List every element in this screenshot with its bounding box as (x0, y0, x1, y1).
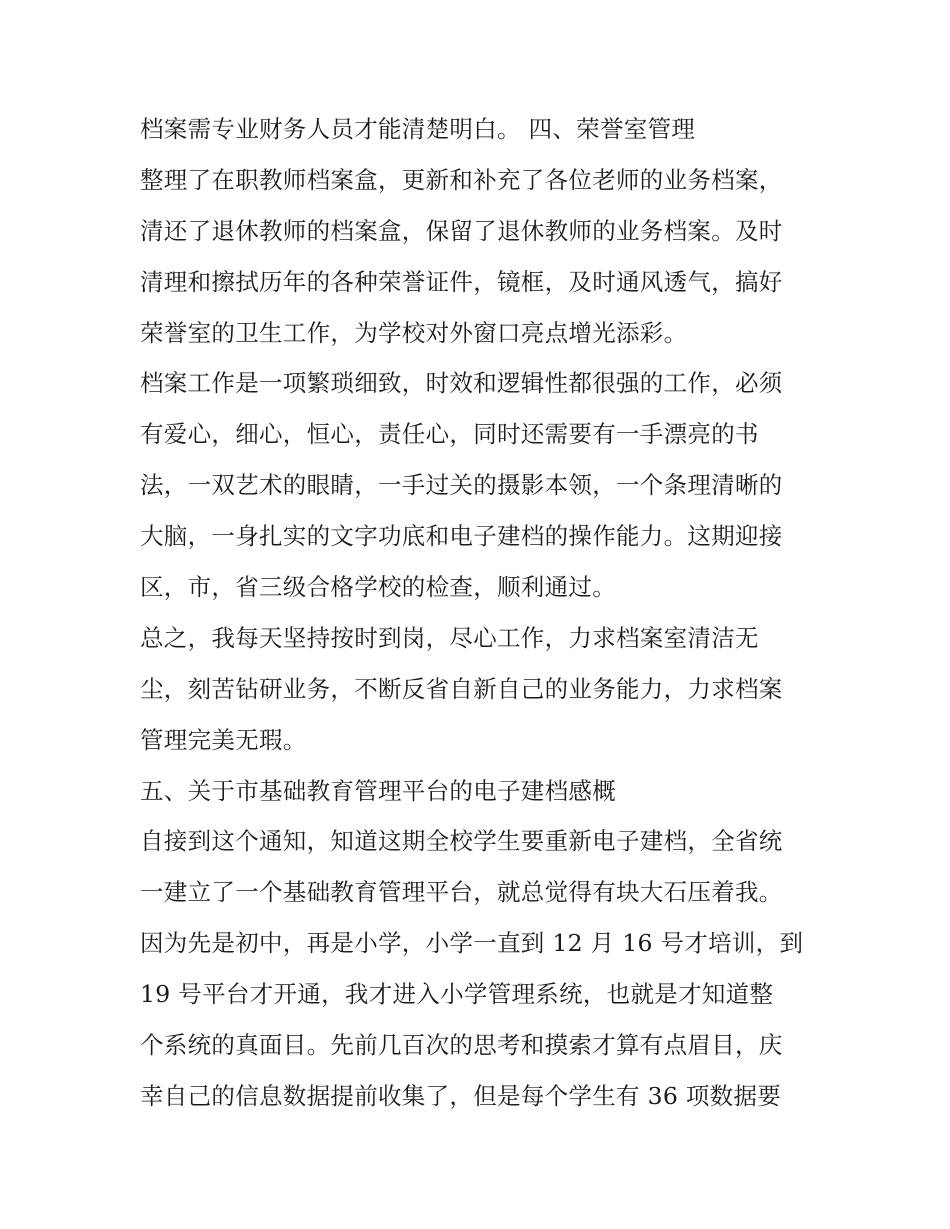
text-line: 清理和擦拭历年的各种荣誉证件，镜框，及时通风透气，搞好 (140, 267, 783, 296)
text-line: 一建立了一个基础教育管理平台，就总觉得有块大石压着我。 (140, 878, 783, 907)
text-line: 19 号平台才开通，我才进入小学管理系统，也就是才知道整 (140, 980, 774, 1009)
text-line: 区，市，省三级合格学校的检查，顺利通过。 (140, 573, 616, 602)
text-line: 荣誉室的卫生工作，为学校对外窗口亮点增光添彩。 (140, 318, 688, 347)
text-line: 档案工作是一项繁琐细致，时效和逻辑性都很强的工作，必须 (140, 369, 783, 398)
text-line: 自接到这个通知，知道这期全校学生要重新电子建档，全省统 (140, 827, 783, 856)
text-line: 因为先是初中，再是小学，小学一直到 12 月 16 号才培训，到 (140, 929, 804, 958)
text-line: 大脑，一身扎实的文字功底和电子建档的操作能力。这期迎接 (140, 522, 783, 551)
text-line: 幸自己的信息数据提前收集了，但是每个学生有 36 项数据要 (140, 1081, 782, 1110)
text-line: 尘，刻苦钻研业务，不断反省自新自己的业务能力，力求档案 (140, 674, 783, 703)
text-line: 法，一双艺术的眼睛，一手过关的摄影本领，一个条理清晰的 (140, 471, 783, 500)
text-line: 清还了退休教师的档案盒，保留了退休教师的业务档案。及时 (140, 216, 783, 245)
text-line: 整理了在职教师档案盒，更新和补充了各位老师的业务档案， (140, 165, 783, 194)
document-body (140, 111, 840, 1129)
text-line: 管理完美无瑕。 (140, 725, 307, 754)
section-heading: 五、关于市基础教育管理平台的电子建档感概 (140, 776, 616, 805)
text-line: 个系统的真面目。先前几百次的思考和摸索才算有点眉目，庆 (140, 1031, 783, 1060)
text-line: 总之，我每天坚持按时到岗，尽心工作，力求档案室清洁无 (140, 623, 759, 652)
text-line: 有爱心，细心，恒心，责任心，同时还需要有一手漂亮的书 (140, 420, 759, 449)
text-line: 档案需专业财务人员才能清楚明白。 四、荣誉室管理 (140, 115, 696, 143)
